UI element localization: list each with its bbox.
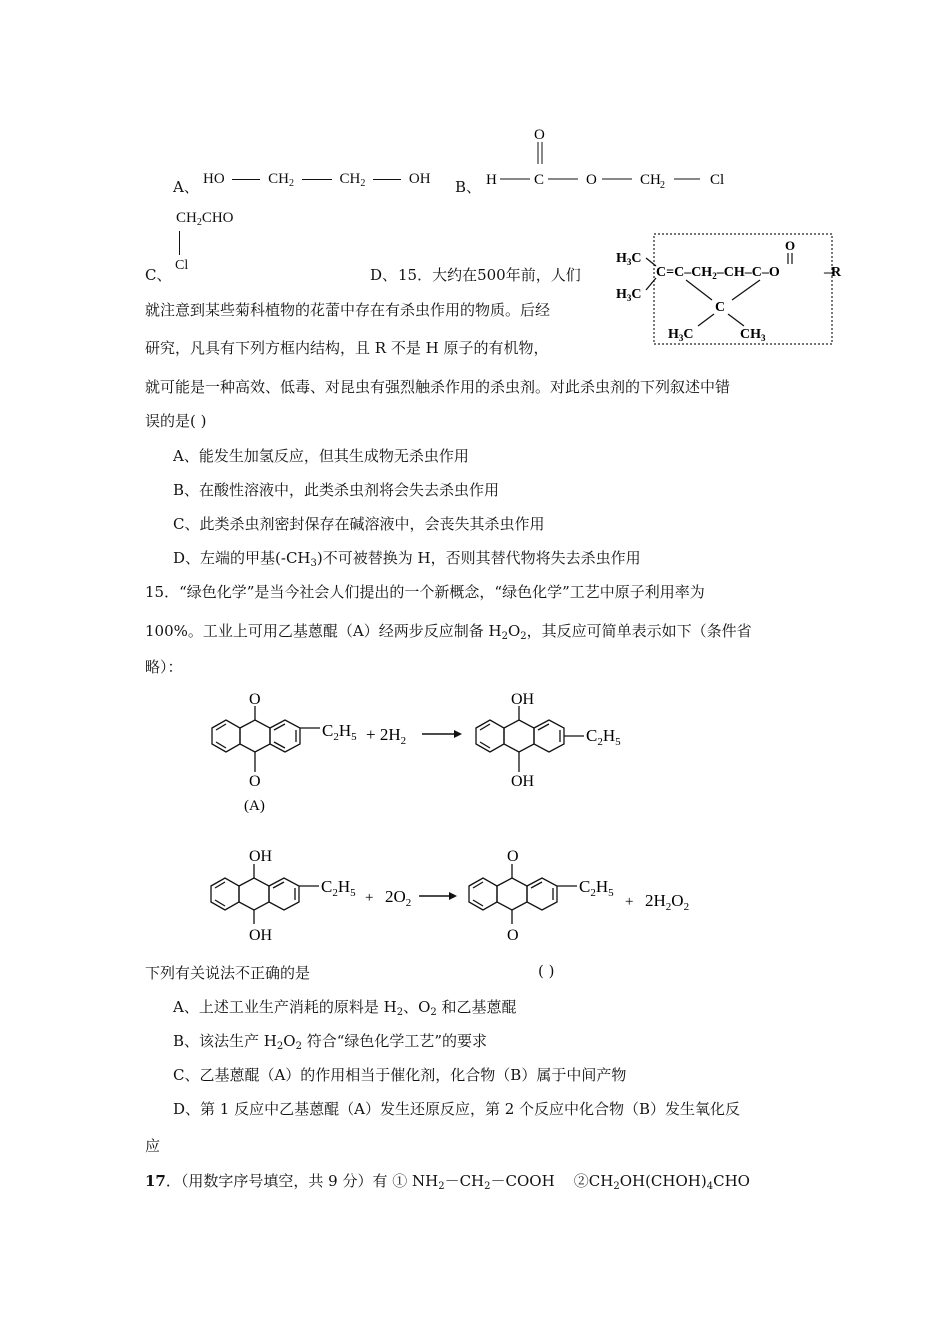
option-c-label: C、 [145,266,172,284]
svg-text:+: + [625,894,634,910]
option-b-structure [482,124,742,194]
q15b-bracket: ( ) [538,962,555,980]
q15a-intro-line1: 15．大约在500年前，人们 [398,266,581,284]
q15b-option-c: C、乙基蒽醌（A）的作用相当于催化剂，化合物（B）属于中间产物 [173,1066,627,1084]
svg-text:C2H5: $C_2H_5$ [322,721,357,743]
rxn2-product: $2H_2O_2$ [645,891,690,913]
svg-text:C2H5: $C_2H_5$ [586,726,621,748]
bond-line [179,231,180,255]
svg-text:CH3: $CH_3$ [740,327,766,343]
svg-text:H: H [486,172,497,188]
svg-text:O: O [785,238,796,253]
q17-number: 17 [145,1172,166,1190]
q15b-option-d: D、第 1 反应中乙基蒽醌（A）发生还原反应，第 2 个反应中化合物（B）发生氧化反 [173,1100,741,1118]
svg-text:C: C [534,172,545,188]
svg-text:2: 2 [660,180,665,191]
svg-text:C2H5: $C_2H_5$ [321,877,356,899]
q15b-line3: 略）： [145,658,183,676]
reaction-arrow-2 [449,892,457,900]
q17-line: 17．（用数字序号填空，共 9 分）有 ① $NH_2-CH_2-COOH$ $②CH_2OH(CHOH)_4CHO$ [145,1172,750,1192]
q15b-line2: 100%。工业上可用乙基蒽醌（A）经两步反应制备 $H_2O_2$，其反应可简单表示如下（条件省 [145,622,752,642]
svg-text:C: C [715,300,726,315]
option-a-formula: HO $CH_2$ $CH_2$ OH [203,171,431,189]
option-b-label: B、 [455,178,482,196]
rxn1-reagent: + $2H_2$ [366,725,407,747]
svg-text:–R: –R [824,265,842,280]
q15a-intro-line5: 误的是( ) [145,412,207,430]
pyrethroid-structure [612,228,857,350]
q15b-option-a: A、上述工业生产消耗的原料是 $H_2$、$O_2$ 和乙基蒽醌 [173,998,517,1018]
svg-text:O: O [507,927,519,944]
option-c-formula-top: $CH_2CHO$ [176,210,234,228]
q15a-option-c: C、此类杀虫剂密封保存在碱溶液中，会丧失其杀虫作用 [173,515,545,533]
carbonyl-oxygen: O [534,127,545,143]
svg-text:O: O [249,691,261,708]
q15b-option-b: B、该法生产 $H_2O_2$ 符合“绿色化学工艺”的要求 [173,1032,488,1052]
reaction-arrow [454,730,462,738]
svg-text:OH: OH [249,848,273,865]
option-d-label: D、 [370,266,398,284]
label-a: (A) [244,798,265,814]
svg-text:OH: OH [511,773,535,790]
svg-text:OH: OH [511,691,535,708]
q15a-intro-line2: 就注意到某些菊科植物的花蕾中存在有杀虫作用的物质。后经 [145,301,551,319]
svg-text:Cl: Cl [710,172,725,188]
svg-text:H3C: $H_3C$ [616,251,642,267]
svg-text:C2H5: $C_2H_5$ [579,877,614,899]
svg-text:O: O [507,848,519,865]
svg-text:+: + [365,890,374,906]
q15a-option-b: B、在酸性溶液中，此类杀虫剂将会失去杀虫作用 [173,481,500,499]
reaction-2 [205,844,725,944]
svg-text:O: O [249,773,261,790]
svg-text:H3C: $H_3C$ [668,327,694,343]
q15a-option-a: A、能发生加氢反应，但其生成物无杀虫作用 [173,447,469,465]
svg-text:OH: OH [249,927,273,944]
rxn2-reagent: $2O_2$ [385,887,412,909]
svg-text:CH: CH [640,172,661,188]
svg-text:H3C: $H_3C$ [616,287,642,303]
option-a-label: A、 [173,178,199,196]
svg-text:O: O [586,172,597,188]
svg-text:C=C–CH2–CH–C–O: $C=C-CH_2-CH-C-O$ [656,265,780,281]
q15b-line1: 15．“绿色化学”是当今社会人们提出的一个新概念，“绿色化学”工艺中原子利用率为 [145,583,705,601]
q15b-question: 下列有关说法不正确的是 [145,964,311,982]
q15a-option-d: D、左端的甲基$(-CH_3)$不可被替换为 H，否则其替代物将失去杀虫作用 [173,549,641,569]
reaction-1 [200,686,630,814]
q15a-intro-line4: 就可能是一种高效、低毒、对昆虫有强烈触杀作用的杀虫剂。对此杀虫剂的下列叙述中错 [145,378,731,396]
option-c-cl: Cl [175,258,189,273]
q15b-option-d-cont: 应 [145,1137,161,1155]
q15a-intro-line3: 研究，凡具有下列方框内结构，且 R 不是 H 原子的有机物， [145,339,549,357]
